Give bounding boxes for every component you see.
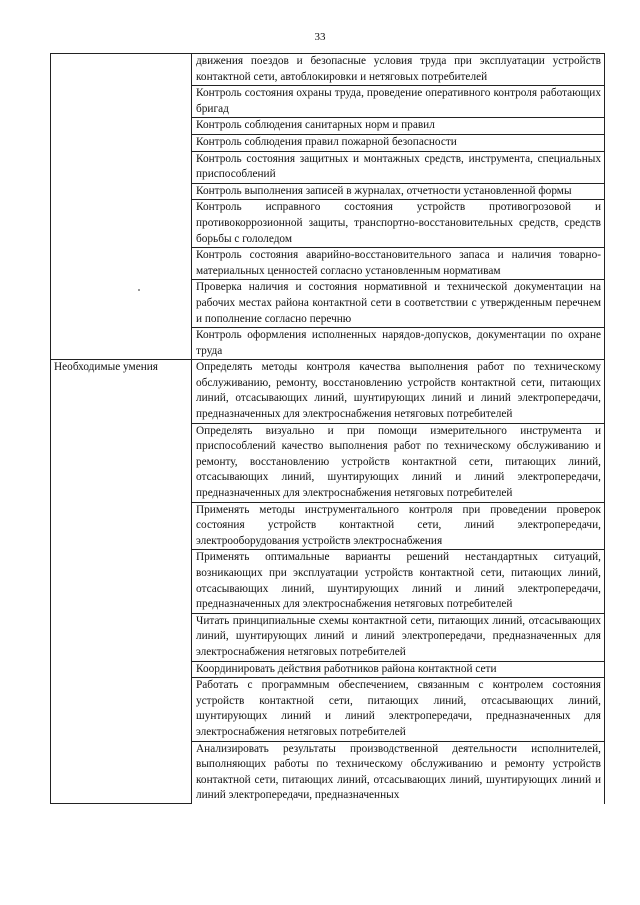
row-label	[51, 54, 192, 360]
competency-table	[50, 53, 605, 804]
table-cell: Координировать действия работников района контактной сети	[192, 661, 605, 678]
page-number: 33	[314, 31, 326, 43]
row-label: Необходимые умения	[51, 360, 192, 804]
table-cell: Применять методы инструментального контроля при проведении проверок состояния устройств контактной сети, линий электропередачи, электрооборудования устройств электроснабжения	[192, 502, 605, 550]
table-cell: Контроль состояния аварийно-восстановительного запаса и наличия товарно-материальных ценностей согласно установленным нормативам	[192, 248, 605, 280]
table-cell: Определять методы контроля качества выполнения работ по техническому обслуживанию, ремонту, восстановлению устройств контактной сети, питающих линий, отсасывающих линий, шунтирующих линий и линий электропередачи, предназначенных для электроснабжения нетяговых потребителей	[192, 360, 605, 423]
table-cell: Контроль оформления исполненных нарядов-допусков, документации по охране труда	[192, 328, 605, 360]
table-row	[51, 54, 605, 86]
table-cell: Анализировать результаты производственной деятельности исполнителей, выполняющих работы по техническому обслуживанию и ремонту устройств контактной сети, питающих линий, отсасывающих линий, шунтирующих линий и линий электропередачи, предназначенных	[192, 741, 605, 804]
table-cell: Контроль состояния защитных и монтажных средств, инструмента, специальных приспособлений	[192, 151, 605, 183]
table-cell: движения поездов и безопасные условия труда при эксплуатации устройств контактной сети, автоблокировки и нетяговых потребителей	[192, 54, 605, 86]
table-cell: Проверка наличия и состояния нормативной и технической документации на рабочих местах района контактной сети в соответствии с утвержденным перечнем и пополнение согласно перечню	[192, 280, 605, 328]
table-cell: Контроль состояния охраны труда, проведение оперативного контроля работающих бригад	[192, 86, 605, 118]
table-cell: Контроль соблюдения санитарных норм и правил	[192, 118, 605, 135]
table-row	[51, 360, 605, 423]
table-cell: Применять оптимальные варианты решений нестандартных ситуаций, возникающих при эксплуатации устройств контактной сети, питающих линий, отсасывающих линий, шунтирующих линий и линий электропередачи, предназначенных для электроснабжения нетяговых потребителей	[192, 550, 605, 613]
table-cell: Читать принципиальные схемы контактной сети, питающих линий, отсасывающих линий, шунтирующих линий и линий электропередачи, предназначенных для электроснабжения нетяговых потребителей	[192, 613, 605, 661]
table-cell: Контроль выполнения записей в журналах, отчетности установленной формы	[192, 183, 605, 200]
table-cell: Определять визуально и при помощи измерительного инструмента и приспособлений качество выполнения работ по техническому обслуживанию и ремонту, восстановлению устройств контактной сети, питающих линий, отсасывающих линий, шунтирующих линий и линий электропередачи, предназначенных для электроснабжения нетяговых потребителей	[192, 423, 605, 502]
table-cell: Работать с программным обеспечением, связанным с контролем состояния устройств контактной сети, питающих линий, отсасывающих линий, шунтирующих линий и линий электропередачи, предназначенных для электроснабжения нетяговых потребителей	[192, 678, 605, 741]
table-cell: Контроль исправного состояния устройств противогрозовой и противокоррозионной защиты, транспортно-восстановительных средств, средств борьбы с гололедом	[192, 200, 605, 248]
scan-speck	[138, 289, 140, 291]
table-cell: Контроль соблюдения правил пожарной безопасности	[192, 134, 605, 151]
